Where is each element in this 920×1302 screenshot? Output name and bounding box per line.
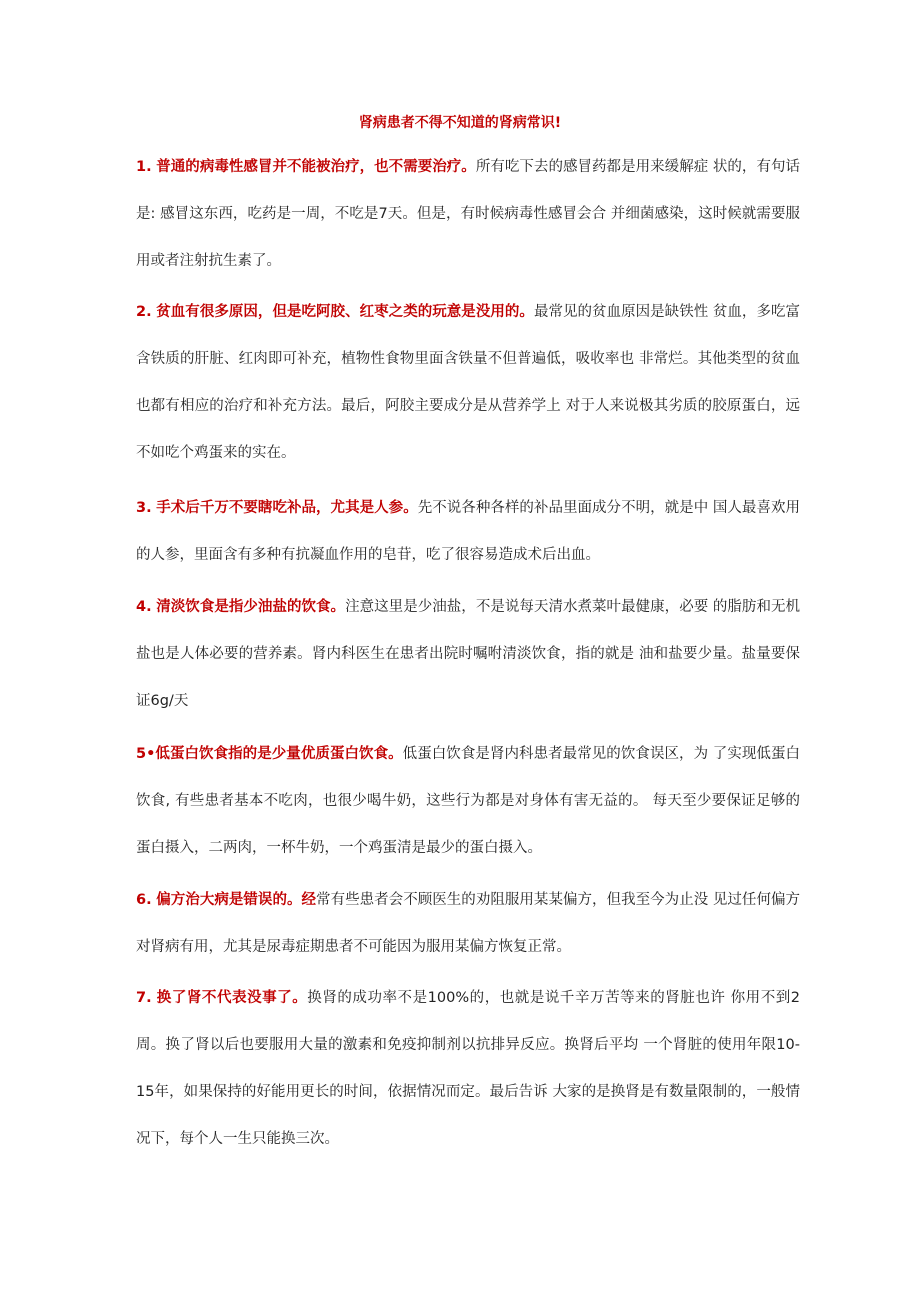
- item-heading: 贫血有很多原因，但是吃阿胶、红枣之类的玩意是没用的。: [156, 304, 534, 320]
- list-item-2: [136, 289, 800, 477]
- item-body: 低蛋白饮食是肾内科患者最常见的饮食误区，为 了实现低蛋白饮食, 有些患者基本不吃肉，也很少喝牛奶，这些行为都是对身体有害无益的。 每天至少要保证足够的蛋白摄入，二两肉，一杯牛奶，一个鸡蛋清是最少的蛋白摄入。: [136, 746, 800, 856]
- item-number: 3.: [136, 500, 152, 516]
- item-number: 6.: [136, 892, 152, 908]
- item-body: 常有些患者会不顾医生的劝阻服用某某偏方，但我至今为止没 见过任何偏方对肾病有用，尤其是尿毒症期患者不可能因为服用某偏方恢复正常。: [136, 892, 801, 955]
- item-heading: 普通的病毒性感冒并不能被治疗，也不需要治疗。: [156, 159, 476, 175]
- document-title: 肾病患者不得不知道的肾病常识!: [358, 115, 562, 131]
- list-item-4: [136, 584, 800, 725]
- list-item-3: [136, 485, 800, 579]
- item-number: 5•: [136, 746, 156, 762]
- item-heading: 手术后千万不要瞎吃补品，尤其是人参。: [156, 500, 418, 516]
- item-heading: 清淡饮食是指少油盐的饮食。: [156, 599, 346, 615]
- list-item-5: [136, 731, 800, 872]
- item-number: 4.: [136, 599, 152, 615]
- item-heading: 换了肾不代表没事了。: [156, 990, 308, 1006]
- item-body: 换肾的成功率不是100%的，也就是说千辛万苦等来的肾脏也许 你用不到2周。换了肾以后也要服用大量的激素和免疫抑制剂以抗排异反应。换肾后平均 一个肾脏的使用年限10-15年，如果保持的好能用更长的时间，依据情况而定。最后告诉 大家的是换肾是有数量限制的，一般情况下，每个人一生只能换三次。: [136, 990, 801, 1147]
- item-number: 1.: [136, 159, 152, 175]
- item-heading: 低蛋白饮食指的是少量优质蛋白饮食。: [155, 746, 403, 762]
- item-number: 2.: [136, 304, 152, 320]
- item-heading: 偏方治大病是错误的。经: [156, 892, 317, 908]
- list-item-7: [136, 975, 800, 1163]
- item-body: 注意这里是少油盐，不是说每天清水煮菜叶最健康，必要 的脂肪和无机盐也是人体必要的营养素。肾内科医生在患者出院时嘱咐清淡饮食，指的就是 油和盐要少量。盐量要保证6g/天: [136, 599, 801, 709]
- item-number: 7.: [136, 990, 152, 1006]
- list-item-1: [136, 144, 800, 285]
- list-item-6: [136, 877, 800, 971]
- item-body: 先不说各种各样的补品里面成分不明，就是中 国人最喜欢用的人参，里面含有多种有抗凝血作用的皂苷，吃了很容易造成术后出血。: [136, 500, 801, 563]
- item-body: 所有吃下去的感冒药都是用来缓解症 状的，有句话是: 感冒这东西，吃药是一周，不吃是7天。但是，有时候病毒性感冒会合 并细菌感染，这时候就需要服用或者注射抗生素了。: [136, 159, 801, 269]
- item-body: 最常见的贫血原因是缺铁性 贫血，多吃富含铁质的肝脏、红肉即可补充，植物性食物里面含铁量不但普遍低，吸收率也 非常烂。其他类型的贫血也都有相应的治疗和补充方法。最后，阿胶主要成分是从营养学上 对于人来说极其劣质的胶原蛋白，远不如吃个鸡蛋来的实在。: [136, 304, 801, 461]
